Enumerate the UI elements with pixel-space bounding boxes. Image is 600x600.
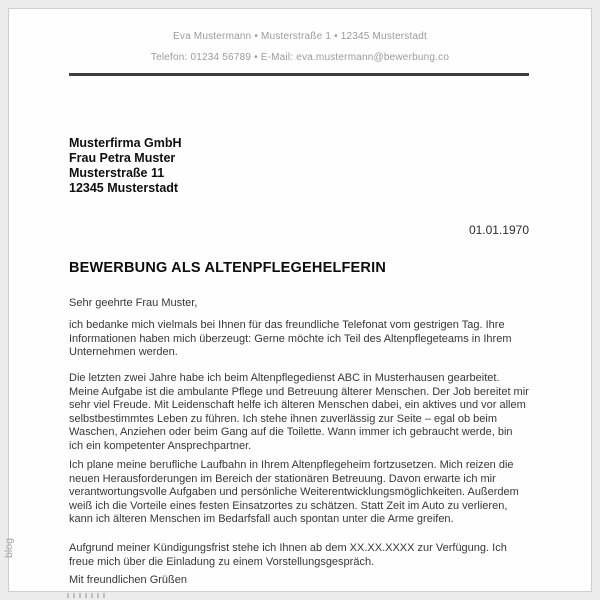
sender-contact-line: Telefon: 01234 56789 • E-Mail: eva.mustermann@bewerbung.co — [150, 52, 450, 63]
recipient-street: Musterstraße 11 — [69, 166, 165, 180]
body-paragraph-3: Ich plane meine berufliche Laufbahn in Ihrem Altenpflegeheim fortzusetzen. Mich reizen die neuen Herausforderungen im Bereich der stationären Betreuung. Davon erwarte ich mir verantwortungsvolle Aufgaben und persönliche Weiterentwicklungsmöglichkeiten. Außerdem weiß ich die Vorteile eines festen Einsatzortes zu schätzen. Statt Zeit im Auto zu verlieren, kann ich älteren Menschen im Bedarfsfall auch spontan unter die Arme greifen. — [69, 459, 519, 525]
letter-page — [8, 8, 592, 592]
sender-address-line: Eva Mustermann • Musterstraße 1 • 12345 Musterstadt — [173, 31, 427, 42]
watermark-text: blog — [3, 538, 15, 558]
recipient-company: Musterfirma GmbH — [69, 136, 182, 150]
body-paragraph-4: Aufgrund meiner Kündigungsfrist stehe ich Ihnen ab dem XX.XX.XXXX zur Verfügung. Ich freue mich über die Einladung zu einem Vorstellungsgespräch. — [69, 542, 507, 568]
letter-date: 01.01.1970 — [468, 223, 529, 237]
body-paragraph-1: ich bedanke mich vielmals bei Ihnen für das freundliche Telefonat vom gestrigen Tag. Ihre Informationen haben mich überzeugt: Gerne möchte ich Teil des Altenpflegeteams in Ihrem Unternehmen werden. — [69, 319, 512, 358]
body-paragraph-2: Die letzten zwei Jahre habe ich beim Altenpflegedienst ABC in Musterhausen gearbeitet. Meine Aufgabe ist die ambulante Pflege und Betreuung älterer Menschen. Der Job bereitet mir sehr viel Freude. Mit Leidenschaft helfe ich älteren Menschen dabei, ein aktives und vor allem selbstbestimmtes Leben zu führen. Ich stehe ihnen zuverlässig zur Seite – egal ob beim Waschen, Anziehen oder beim Gang auf die Toilette. Wann immer ich gebraucht werde, bin ich ein kompetenter Ansprechpartner. — [69, 372, 529, 452]
recipient-city: 12345 Musterstadt — [69, 181, 179, 195]
subject-line: BEWERBUNG ALS ALTENPFLEGEHELFERIN — [69, 260, 387, 276]
recipient-address-block — [69, 136, 182, 196]
salutation: Sehr geehrte Frau Muster, — [69, 297, 198, 309]
cutoff-signature-fragment — [67, 593, 105, 598]
sender-header — [9, 31, 591, 64]
header-divider-rule — [69, 73, 529, 76]
recipient-contact: Frau Petra Muster — [69, 151, 176, 165]
closing-line: Mit freundlichen Grüßen — [69, 574, 187, 586]
